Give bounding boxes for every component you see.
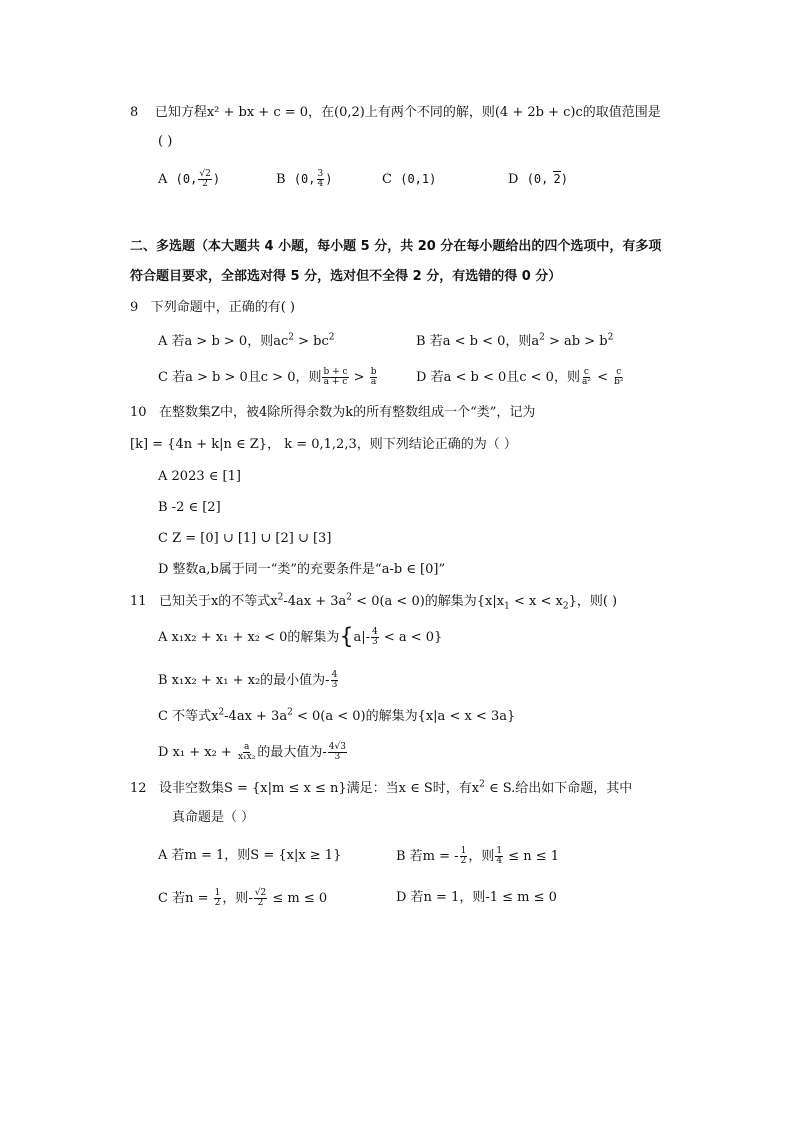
left-brace: { — [339, 624, 354, 650]
q11-option-c: C 不等式$x^2-4ax + 3a^2 < 0(a < 0)$的解集为{x|a < x < 3a} — [158, 707, 516, 724]
q9-option-d: D 若a < b < 0且c < 0，则 $\frac{c}{\text{a²}}$ < $\frac{c}{\text{b²}}$ — [416, 367, 624, 387]
q8-stem-line — [130, 104, 661, 122]
q10-stem: 在整数集Z中，被4除所得余数为k的所有整数组成一个“类”，记为 — [158, 405, 536, 420]
q12-stem-line: 12 设非空数集S = {x|m ≤ x ≤ n}满足：当x ∈ S时，有$x^2$ ∈ S.给出如下命题，其中 — [130, 779, 633, 796]
q9-option-a: A 若a > b > 0，则$ac^2 > bc^2$ — [158, 332, 335, 349]
q11-option-b: B x₁x₂ + x₁ + x₂的最小值为- $\frac{4}{3}$ — [158, 670, 338, 690]
q8-stem: 已知方程x² + bx + c = 0，在(0,2)上有两个不同的解，则(4 + 2b + c)c的取值范围是 — [154, 105, 661, 120]
fraction: $\frac{4}{3}$ — [331, 670, 338, 690]
fraction: $\frac{b}{a}$ — [370, 367, 377, 387]
q8-option-d: D (0, 2) — [508, 172, 568, 187]
fraction: $\frac{4√3}{3}$ — [328, 742, 346, 762]
fraction: $\frac{a}{\text{x₁x₂}}$ — [237, 742, 256, 762]
q8-number: 8 — [130, 105, 139, 120]
q11-option-a: A x₁x₂ + x₁ + x₂ < 0的解集为{a|- $\frac{4}{3}$ < a < 0} — [158, 624, 443, 650]
fraction: $\frac{c}{\text{a²}}$ — [581, 367, 591, 387]
q9-stem-line: 9 下列命题中，正确的有( ) — [130, 300, 295, 315]
fraction: $\frac{3}{4}$ — [317, 169, 324, 189]
q10-stem-line2: [k] = {4n + k|n ∈ Z}， k = 0,1,2,3，则下列结论正确的为（ ） — [130, 437, 517, 452]
q8-option-c: C (0,1) — [382, 172, 437, 187]
sqrt-radicand: 2 — [553, 172, 561, 186]
q12-option-d: D 若n = 1，则-1 ≤ m ≤ 0 — [396, 890, 557, 905]
q11-stem-line: 11 已知关于x的不等式$x^2-4ax + 3a^2 < 0(a < 0)$的解集为$\{x|x_1 < x < x_2\}$，则( ) — [130, 592, 618, 612]
q10-stem-line: 10 在整数集Z中，被4除所得余数为k的所有整数组成一个“类”，记为 — [130, 405, 536, 420]
q8-answer-paren: ( ) — [158, 134, 173, 149]
q10-option-c: C Z = [0] ∪ [1] ∪ [2] ∪ [3] — [158, 531, 332, 546]
q12-option-a: A 若m = 1，则S = {x|x ≥ 1} — [158, 848, 342, 863]
fraction: $\frac{1}{4}$ — [496, 846, 503, 866]
section-2-header-line1: 二、多选题（本大题共 4 小题，每小题 5 分，共 20 分在每小题给出的四个选项中，有多项 — [130, 239, 662, 254]
fraction: $\frac{√2}{2}$ — [254, 888, 267, 908]
q12-stem-line2: 真命题是（ ） — [172, 810, 255, 825]
q10-option-d: D 整数a,b属于同一“类”的充要条件是“a-b ∈ [0]” — [158, 562, 446, 577]
q10-option-b: B -2 ∈ [2] — [158, 500, 221, 515]
q9-option-c: C 若a > b > 0且c > 0，则 $\frac{b + c}{a + c}$ > $\frac{b}{a}$ — [158, 367, 377, 387]
fraction: $\frac{√2}{2}$ — [199, 169, 211, 189]
q12-option-b: B 若m = - $\frac{1}{2}$ ，则 $\frac{1}{4}$ ≤ n ≤ 1 — [396, 846, 560, 866]
q12-option-c: C 若n = $\frac{1}{2}$ ，则- $\frac{√2}{2}$ ≤ m ≤ 0 — [158, 888, 328, 908]
q9-stem: 下列命题中，正确的有( ) — [150, 300, 295, 315]
q10-option-a: A 2023 ∈ [1] — [158, 469, 241, 484]
q8-option-a: A (0, $\frac{√2}{2}$ ) — [158, 169, 221, 189]
q9-option-b: B 若a < b < 0，则$a^2$ > ab > $b^2$ — [416, 332, 614, 349]
q11-option-d: D x₁ + x₂ + $\frac{a}{\text{x₁x₂}}$ 的最大值为- $\frac{4√3}{3}$ — [158, 742, 346, 762]
fraction: $\frac{1}{2}$ — [460, 846, 467, 866]
fraction: $\frac{1}{2}$ — [214, 888, 221, 908]
fraction: $\frac{4}{3}$ — [371, 627, 378, 647]
section-2-header-line2: 符合题目要求，全部选对得 5 分，选对但不全得 2 分，有选错的得 0 分） — [130, 269, 562, 284]
q8-option-b: B (0, $\frac{3}{4}$ ) — [276, 169, 333, 189]
fraction: $\frac{b + c}{a + c}$ — [323, 367, 348, 387]
fraction: $\frac{c}{\text{b²}}$ — [614, 367, 624, 387]
